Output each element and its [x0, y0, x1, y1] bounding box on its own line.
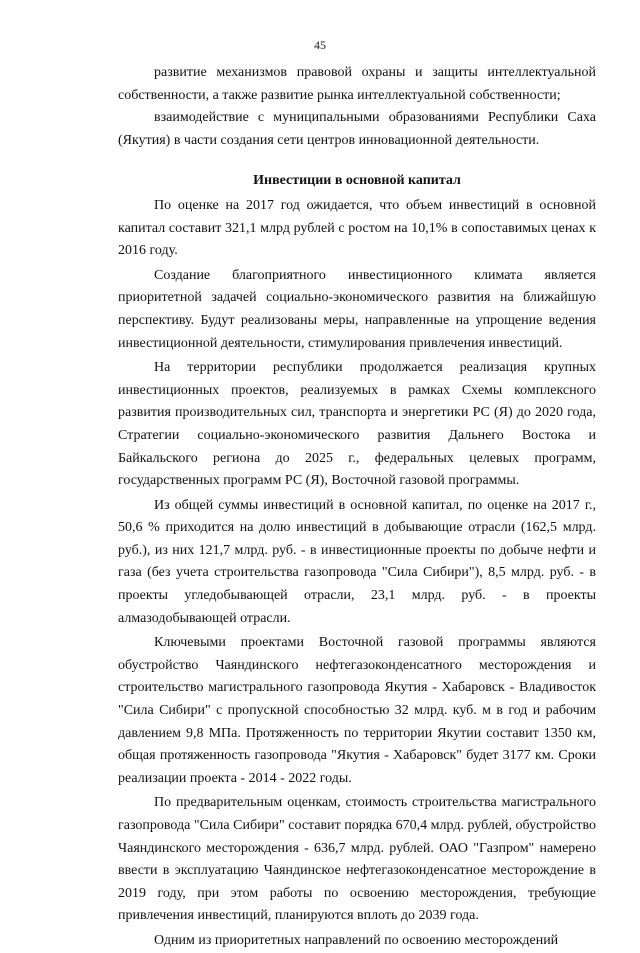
section-heading: Инвестиции в основной капитал	[253, 173, 461, 189]
section-paragraph-3: На территории республики продолжается реализация крупных инвестиционных проектов, реализуемых в рамках Схемы комплексного развития производительных сил, транспорта и энергетики РС (Я) до 2020 года, Стратегии социально-экономического развития Дальнего Востока и Байкальского региона до 2025 г., федеральных целевых программ, государственных программ РС (Я), Восточной газовой программы.	[118, 360, 596, 489]
section-paragraph-1: По оценке на 2017 год ожидается, что объем инвестиций в основной капитал составит 321,1 млрд рублей с ростом на 10,1% в сопоставимых ценах к 2016 году.	[118, 197, 596, 259]
section-paragraph-7: Одним из приоритетных направлений по освоению месторождений	[154, 932, 559, 948]
page-number: 45	[314, 38, 326, 52]
section-paragraph-6: По предварительным оценкам, стоимость строительства магистрального газопровода "Сила Сибири" составит порядка 670,4 млрд. рублей, обустройство Чаяндинского месторождения - 636,7 млрд. рублей. ОАО "Газпром" намерено ввести в эксплуатацию Чаяндинское нефтегазоконденсатное месторождение в 2019 году, при этом работы по освоению месторождения, требующие привлечения инвестиций, планируются вплоть до 2039 года.	[118, 795, 596, 924]
intro-paragraph-2: взаимодействие с муниципальными образованиями Республики Саха (Якутия) в части создания сети центров инновационной деятельности.	[118, 110, 596, 148]
intro-paragraph-1: развитие механизмов правовой охраны и защиты интеллектуальной собственности, а также развитие рынка интеллектуальной собственности;	[118, 65, 596, 103]
document-body	[118, 62, 596, 953]
section-paragraph-4: Из общей суммы инвестиций в основной капитал, по оценке на 2017 г., 50,6 % приходится на долю инвестиций в добывающие отрасли (162,5 млрд. руб.), из них 121,7 млрд. руб. - в инвестиционные проекты по добыче нефти и газа (без учета строительства газопровода "Сила Сибири"), 8,5 млрд. руб. - в проекты угледобывающей отрасли, 23,1 млрд. руб. - в проекты алмазодобывающей отрасли.	[118, 497, 596, 626]
section-paragraph-2: Создание благоприятного инвестиционного климата является приоритетной задачей социально-экономического развития на ближайшую перспективу. Будут реализованы меры, направленные на упрощение ведения инвестиционной деятельности, стимулирования привлечения инвестиций.	[118, 267, 596, 351]
section-paragraph-5: Ключевыми проектами Восточной газовой программы являются обустройство Чаяндинского нефтегазоконденсатного месторождения и строительство магистрального газопровода Якутия - Хабаровск - Владивосток "Сила Сибири" с пропускной способностью 32 млрд. куб. м в год и рабочим давлением 9,8 МПа. Протяженность по территории Якутии составит 1350 км, общая протяженность газопровода "Якутия - Хабаровск" будет 3177 км. Сроки реализации проекта - 2014 - 2022 годы.	[118, 635, 596, 786]
